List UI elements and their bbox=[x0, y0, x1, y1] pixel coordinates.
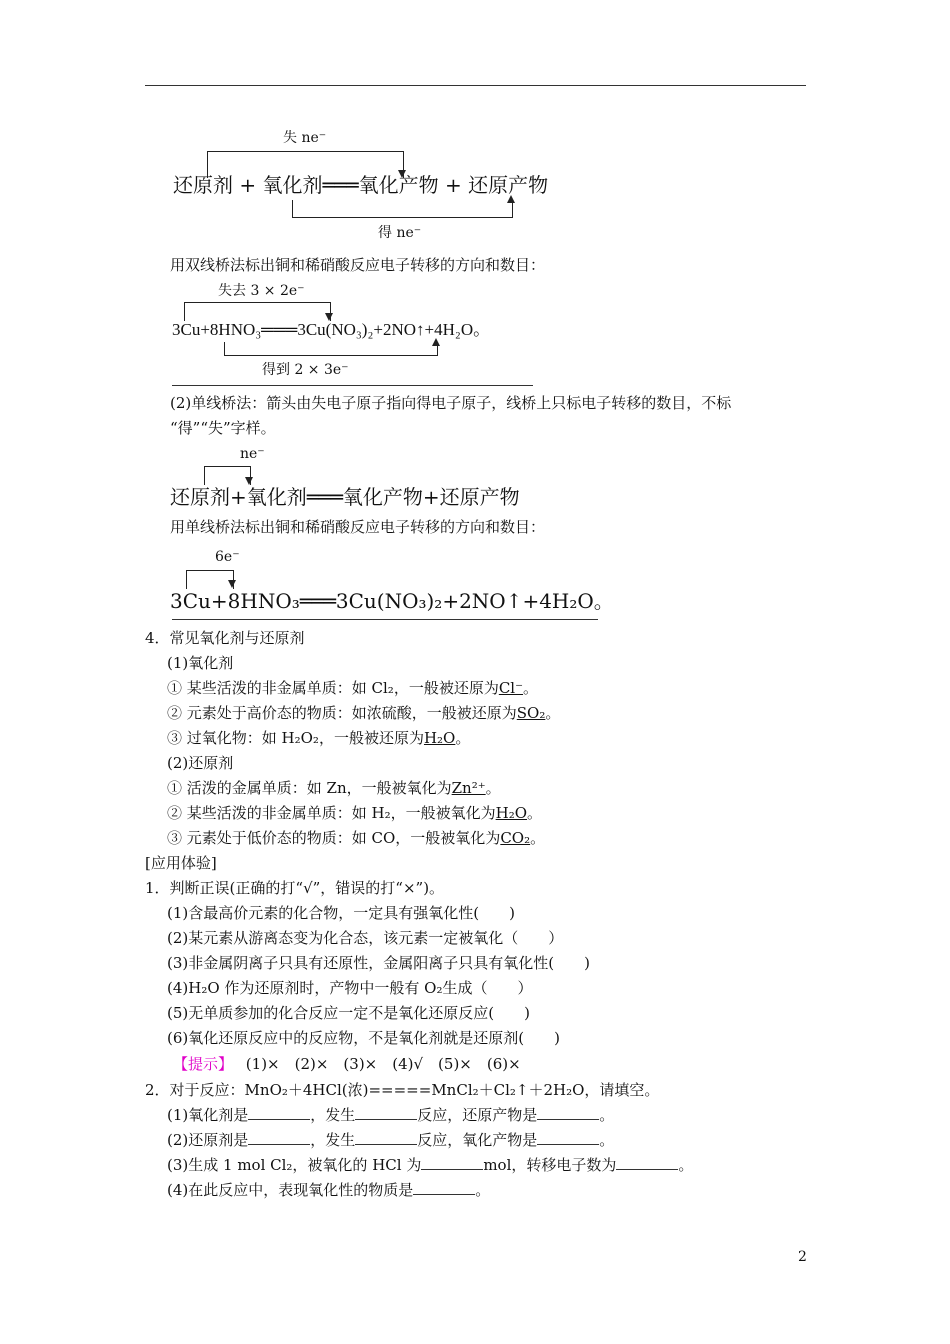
lose-electrons-label: 失去 3 × 2e⁻ bbox=[218, 283, 305, 299]
item-text: ② 某些活泼的非金属单质：如 H₂，一般被氧化为 bbox=[167, 804, 496, 822]
question-1-item: (6)氧化还原反应中的反应物，不是氧化剂就是还原剂( ) bbox=[167, 1029, 560, 1047]
answer-blank[interactable] bbox=[355, 1105, 417, 1120]
answer: Cl⁻ bbox=[498, 679, 524, 697]
item-text: mol，转移电子数为 bbox=[483, 1156, 617, 1174]
answer-blank[interactable] bbox=[355, 1130, 417, 1145]
item-end: 。 bbox=[523, 679, 539, 697]
question-1-item: (5)无单质参加的化合反应一定不是氧化还原反应( ) bbox=[167, 1004, 530, 1022]
question-2-item bbox=[167, 1180, 490, 1200]
hint-row bbox=[173, 1054, 521, 1074]
question-2-title: 2．对于反应：MnO₂＋4HCl(浓)=====MnCl₂＋Cl₂↑＋2H₂O，请填空。 bbox=[145, 1081, 660, 1099]
item-text: (3)生成 1 mol Cl₂，被氧化的 HCl 为 bbox=[167, 1156, 422, 1174]
divider bbox=[172, 385, 533, 386]
question-2-item bbox=[167, 1155, 693, 1175]
bracket-bottom bbox=[224, 342, 438, 356]
section-title: 4．常见氧化剂与还原剂 bbox=[145, 629, 305, 647]
item-end: 。 bbox=[545, 704, 561, 722]
answer: SO₂ bbox=[516, 704, 546, 722]
answer-blank[interactable] bbox=[421, 1155, 483, 1170]
answer-blank[interactable] bbox=[248, 1130, 310, 1145]
item-end: 。 bbox=[599, 1106, 615, 1124]
item-text: ② 元素处于高价态的物质：如浓硫酸，一般被还原为 bbox=[167, 704, 517, 722]
hint-answers: (1)× (2)× (3)× (4)√ (5)× (6)× bbox=[245, 1055, 521, 1073]
item-text: ③ 过氧化物：如 H₂O₂，一般被还原为 bbox=[167, 729, 424, 747]
electrons-label: 6e⁻ bbox=[215, 549, 240, 565]
item-end: 。 bbox=[530, 829, 546, 847]
item-text: (4)在此反应中，表现氧化性的物质是 bbox=[167, 1181, 414, 1199]
item-text: ，发生 bbox=[310, 1131, 356, 1149]
item-end: 。 bbox=[485, 779, 501, 797]
item-end: 。 bbox=[475, 1181, 491, 1199]
divider bbox=[172, 619, 598, 620]
gain-electrons-label: 得到 2 × 3e⁻ bbox=[262, 362, 349, 378]
reducer-item bbox=[167, 803, 542, 823]
answer: H₂O bbox=[495, 804, 528, 822]
practice-heading: [应用体验] bbox=[145, 854, 217, 872]
answer-blank[interactable] bbox=[537, 1105, 599, 1120]
item-text: ，发生 bbox=[310, 1106, 356, 1124]
bracket-top bbox=[204, 466, 251, 485]
question-1-title: 1．判断正误(正确的打“√”，错误的打“×”)。 bbox=[145, 879, 445, 897]
answer-blank[interactable] bbox=[537, 1130, 599, 1145]
arrow-up-icon bbox=[432, 338, 440, 346]
answer: CO₂ bbox=[500, 829, 531, 847]
item-end: 。 bbox=[599, 1131, 615, 1149]
single-bridge-desc-1: (2)单线桥法：箭头由失电子原子指向得电子原子，线桥上只标电子转移的数目，不标 bbox=[170, 394, 732, 412]
answer-blank[interactable] bbox=[248, 1105, 310, 1120]
item-end: 。 bbox=[678, 1156, 694, 1174]
general-equation: 还原剂 + 氧化剂═══氧化产物 + 还原产物 bbox=[173, 173, 549, 197]
bracket-bottom bbox=[292, 200, 513, 218]
hint-label: 【提示】 bbox=[173, 1055, 234, 1073]
single-bridge-desc-2: “得”“失”字样。 bbox=[170, 419, 276, 437]
question-2-item bbox=[167, 1130, 614, 1150]
item-text: ① 某些活泼的非金属单质：如 Cl₂，一般被还原为 bbox=[167, 679, 499, 697]
question-1-item: (1)含最高价元素的化合物，一定具有强氧化性( ) bbox=[167, 904, 515, 922]
gain-electrons-label: 得 ne⁻ bbox=[378, 225, 422, 241]
item-text: (2)还原剂是 bbox=[167, 1131, 249, 1149]
answer-blank[interactable] bbox=[616, 1155, 678, 1170]
single-bridge-intro: 用单线桥法标出铜和稀硝酸反应电子转移的方向和数目： bbox=[170, 518, 546, 536]
reducer-item bbox=[167, 778, 501, 798]
reducer-heading: (2)还原剂 bbox=[167, 754, 234, 772]
item-text: 反应，还原产物是 bbox=[417, 1106, 538, 1124]
question-1-item: (3)非金属阴离子只具有还原性，金属阳离子只具有氧化性( ) bbox=[167, 954, 590, 972]
copper-equation: 3Cu+8HNO₃═══3Cu(NO₃)₂+2NO↑+4H₂O。 bbox=[170, 589, 614, 613]
item-text: 反应，氧化产物是 bbox=[417, 1131, 538, 1149]
item-text: ③ 元素处于低价态的物质：如 CO，一般被氧化为 bbox=[167, 829, 501, 847]
arrow-down-icon bbox=[228, 580, 236, 588]
item-end: 。 bbox=[527, 804, 543, 822]
bracket-top bbox=[186, 570, 234, 589]
oxidizer-item bbox=[167, 678, 538, 698]
oxidizer-heading: (1)氧化剂 bbox=[167, 654, 234, 672]
double-bridge-intro: 用双线桥法标出铜和稀硝酸反应电子转移的方向和数目： bbox=[170, 256, 546, 274]
item-end: 。 bbox=[455, 729, 471, 747]
answer-blank[interactable] bbox=[413, 1180, 475, 1195]
oxidizer-item bbox=[167, 703, 560, 723]
general-equation: 还原剂+氧化剂═══氧化产物+还原产物 bbox=[170, 485, 520, 509]
question-1-item: (2)某元素从游离态变为化合态，该元素一定被氧化（ ） bbox=[167, 929, 564, 947]
item-text: ① 活泼的金属单质：如 Zn，一般被氧化为 bbox=[167, 779, 452, 797]
page-number: 2 bbox=[798, 1249, 807, 1265]
header-rule bbox=[145, 85, 806, 86]
electrons-label: ne⁻ bbox=[240, 446, 265, 462]
question-2-item bbox=[167, 1105, 614, 1125]
answer: H₂O bbox=[423, 729, 456, 747]
lose-electrons-label: 失 ne⁻ bbox=[283, 130, 327, 146]
copper-equation: 3Cu+8HNO₃═══3Cu(NO₃)₂+2NO↑+4H₂O。 bbox=[172, 320, 491, 339]
question-1-item: (4)H₂O 作为还原剂时，产物中一般有 O₂生成（ ） bbox=[167, 979, 533, 997]
item-text: (1)氧化剂是 bbox=[167, 1106, 249, 1124]
answer: Zn²⁺ bbox=[451, 779, 486, 797]
oxidizer-item bbox=[167, 728, 470, 748]
arrow-up-icon bbox=[507, 195, 515, 203]
reducer-item bbox=[167, 828, 545, 848]
